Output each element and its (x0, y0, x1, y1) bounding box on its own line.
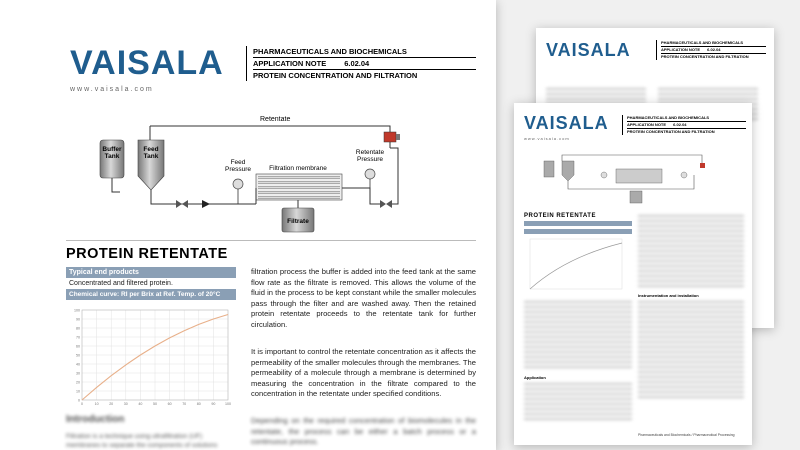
header-category: PHARMACEUTICALS AND BIOCHEMICALS (627, 115, 710, 120)
y-tick-label: 30 (76, 371, 80, 376)
y-tick-label: 0 (78, 398, 80, 403)
valve-icon (176, 200, 188, 208)
header-subject: PROTEIN CONCENTRATION AND FILTRATION (661, 54, 749, 59)
header-doc-type: APPLICATION NOTE (253, 59, 327, 68)
x-tick-label: 20 (109, 402, 114, 406)
front-band (524, 229, 632, 234)
y-tick-label: 80 (76, 326, 80, 331)
back-header (656, 40, 766, 60)
feed-pressure-label: Feed Pressure (224, 159, 252, 173)
x-tick-label: 40 (138, 402, 143, 406)
buffer-tank (100, 140, 124, 178)
membrane-label: Filtration membrane (269, 165, 327, 172)
paragraph-1: filtration process the buffer is added into the feed tank at the same flow rate as the filtrate is removed. This allows the volume of the fluid in the process to be kept constant while the smaller molecules pass through the filter and are washed away. Then the retained protein retentate proceeds to the retentate tank for further circulation. (251, 267, 476, 329)
introduction-heading: Introduction (66, 414, 125, 425)
refractometer-sensor-icon (384, 132, 400, 142)
x-tick-label: 70 (182, 402, 187, 406)
front-header (622, 115, 746, 135)
filtration-membrane (256, 174, 342, 200)
front-text-right (638, 215, 744, 290)
mini-process-diagram (534, 147, 734, 207)
feed-pressure-gauge-icon (233, 179, 243, 189)
y-tick-label: 100 (74, 308, 80, 313)
x-tick-label: 80 (196, 402, 201, 406)
front-application-heading: Application (524, 375, 546, 380)
typical-products-text: Concentrated and filtered protein. (69, 280, 173, 287)
chart-title-band: Chemical curve: RI per Brix at Ref. Temp. of 20°C (66, 289, 236, 300)
header-category: PHARMACEUTICALS AND BIOCHEMICALS (661, 40, 744, 45)
url-text: www.vaisala.com (524, 136, 570, 141)
introduction-text: Filtration is a technique using ultrafiltration (UF) membranes to separate the components of solutions (66, 433, 218, 449)
header-doc-type: APPLICATION NOTE (627, 122, 667, 127)
retentate-pressure-label: Retentate Pressure (355, 149, 385, 163)
x-tick-label: 90 (211, 402, 216, 406)
filtrate-label: Filtrate (287, 218, 309, 225)
header-doc-number: 6.02.04 (673, 122, 687, 127)
y-tick-label: 50 (76, 353, 80, 358)
y-tick-label: 70 (76, 335, 80, 340)
buffer-tank-label: Buffer Tank (102, 146, 122, 160)
front-page-preview (514, 103, 752, 445)
paragraph-2: It is important to control the retentate concentration as it affects the permeability of the smaller molecules through the membranes. The permeability of a molecule through a membrane is determined by measuring the concentration in the filtrate compared to the concentration in the retentate under specified conditions. (251, 347, 476, 399)
front-text-left-2 (524, 383, 632, 423)
x-tick-label: 30 (123, 402, 128, 406)
divider (66, 240, 476, 241)
document-header (246, 46, 476, 81)
pump-icon (202, 200, 210, 208)
header-subject: PROTEIN CONCENTRATION AND FILTRATION (627, 129, 715, 134)
x-tick-label: 10 (94, 402, 99, 406)
filtrate-tank (282, 208, 314, 232)
x-tick-label: 100 (225, 402, 231, 406)
x-tick-label: 50 (153, 402, 157, 406)
url-text: www.vaisala.com (70, 86, 154, 93)
y-tick-label: 60 (76, 344, 80, 349)
vaisala-logo: VAISALA (546, 40, 631, 60)
header-subject: PROTEIN CONCENTRATION AND FILTRATION (253, 71, 418, 80)
ri-brix-chart (66, 304, 236, 416)
retentate-pressure-gauge-icon (365, 169, 375, 179)
front-text-left (524, 301, 632, 371)
process-diagram (80, 108, 410, 236)
x-tick-label: 0 (81, 402, 83, 406)
front-footer: Pharmaceuticals and Biochemicals / Pharmaceutical Processing (638, 433, 735, 437)
header-category: PHARMACEUTICALS AND BIOCHEMICALS (253, 47, 407, 56)
front-band (524, 221, 632, 226)
front-section-title: PROTEIN RETENTATE (524, 213, 596, 219)
feed-tank (138, 140, 164, 190)
header-doc-number: 6.02.04 (707, 47, 721, 52)
header-doc-number: 6.02.04 (344, 59, 370, 68)
x-tick-label: 60 (167, 402, 172, 406)
paragraph-3: Depending on the required concentration of biomolecules in the retentate, the process can be either a batch process or a continuous process. (251, 416, 476, 447)
y-tick-label: 10 (76, 389, 80, 394)
mini-chart (526, 237, 626, 295)
y-tick-label: 20 (76, 380, 80, 385)
retentate-label: Retentate (260, 116, 291, 123)
valve-icon (380, 200, 392, 208)
vaisala-logo: VAISALA (70, 44, 224, 82)
typical-products-band: Typical end products (66, 267, 236, 278)
vaisala-logo: VAISALA (524, 113, 609, 133)
y-tick-label: 90 (76, 317, 80, 322)
y-tick-label: 40 (76, 362, 80, 367)
header-doc-type: APPLICATION NOTE (661, 47, 701, 52)
feed-tank-label: Feed Tank (143, 146, 159, 160)
front-text-right-2 (638, 301, 744, 401)
front-instr-heading: Instrumentation and installation (638, 293, 699, 298)
section-title: PROTEIN RETENTATE (66, 246, 228, 262)
